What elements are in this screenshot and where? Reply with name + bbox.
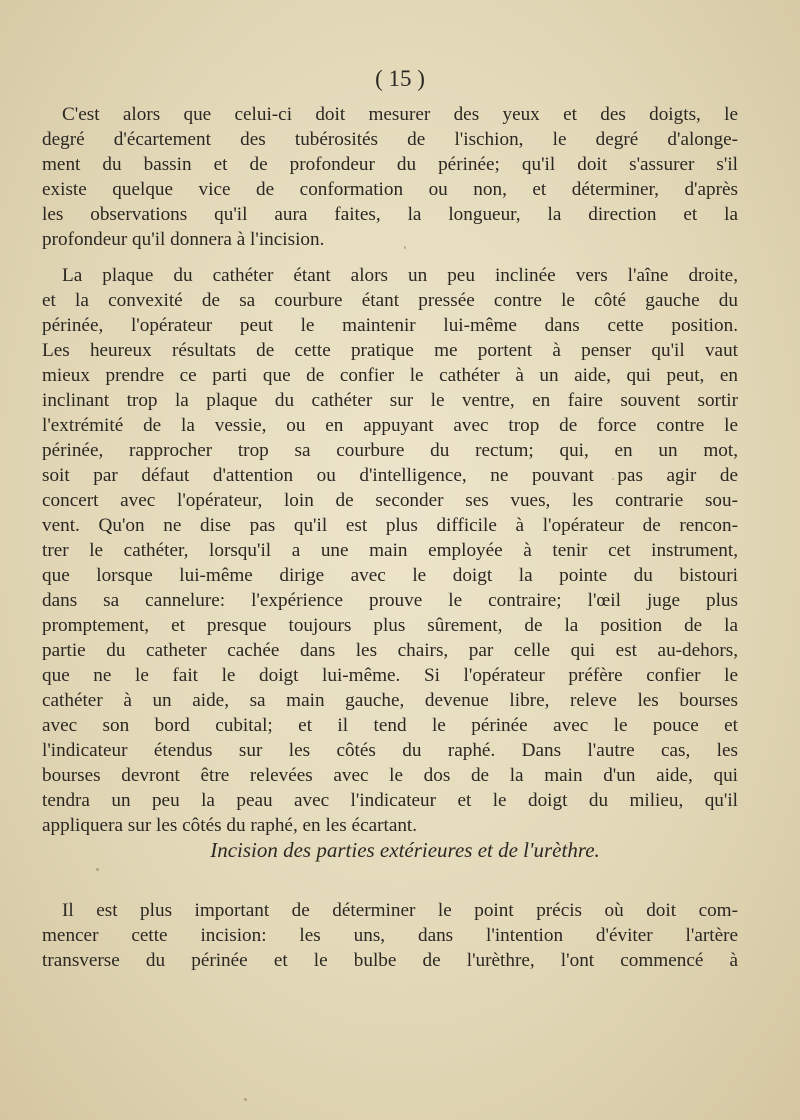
text-line: Il est plus important de déterminer le point précis où doit com-: [62, 900, 738, 921]
text-line: périnée, rapprocher trop sa courbure du rectum; qui, en un mot,: [42, 440, 738, 461]
text-line: degré d'écartement des tubérosités de l'ischion, le degré d'alonge-: [42, 129, 738, 150]
text-line: dans sa cannelure: l'expérience prouve le contraire; l'œil juge plus: [42, 590, 738, 611]
text-line: Les heureux résultats de cette pratique me portent à penser qu'il vaut: [42, 340, 738, 361]
text-line: avec son bord cubital; et il tend le périnée avec le pouce et: [42, 715, 738, 736]
text-line: tendra un peu la peau avec l'indicateur et le doigt du milieu, qu'il: [42, 790, 738, 811]
text-line: trer le cathéter, lorsqu'il a une main employée à tenir cet instrument,: [42, 540, 738, 561]
paper-speck: [404, 246, 406, 249]
text-line: existe quelque vice de conformation ou non, et déterminer, d'après: [42, 179, 738, 200]
section-heading: Incision des parties extérieures et de l'urèthre.: [210, 838, 600, 862]
text-line: concert avec l'opérateur, loin de seconder ses vues, les contrarie sou-: [42, 490, 738, 511]
text-line: l'extrémité de la vessie, ou en appuyant avec trop de force contre le: [42, 415, 738, 436]
text-line: cathéter à un aide, sa main gauche, devenue libre, releve les bourses: [42, 690, 738, 711]
text-line: inclinant trop la plaque du cathéter sur le ventre, en faire souvent sortir: [42, 390, 738, 411]
text-line: vent. Qu'on ne dise pas qu'il est plus difficile à l'opérateur de rencon-: [42, 515, 738, 536]
text-line: que lorsque lui-même dirige avec le doigt la pointe du bistouri: [42, 565, 738, 586]
text-line: l'indicateur étendus sur les côtés du raphé. Dans l'autre cas, les: [42, 740, 738, 761]
text-line: promptement, et presque toujours plus sûrement, de la position de la: [42, 615, 738, 636]
paper-speck: [96, 868, 99, 871]
text-line: La plaque du cathéter étant alors un peu inclinée vers l'aîne droite,: [62, 265, 738, 286]
text-line: profondeur qu'il donnera à l'incision.: [42, 229, 325, 250]
text-line: périnée, l'opérateur peut le maintenir lui-même dans cette position.: [42, 315, 738, 336]
text-line: les observations qu'il aura faites, la longueur, la direction et la: [42, 204, 738, 225]
text-line: bourses devront être relevées avec le dos de la main d'un aide, qui: [42, 765, 738, 786]
text-line: partie du catheter cachée dans les chairs, par celle qui est au-dehors,: [42, 640, 738, 661]
text-line: transverse du périnée et le bulbe de l'urèthre, l'ont commencé à: [42, 950, 738, 971]
text-line: appliquera sur les côtés du raphé, en les écartant.: [42, 815, 418, 836]
text-line: mencer cette incision: les uns, dans l'intention d'éviter l'artère: [42, 925, 738, 946]
text-line: que ne le fait le doigt lui-même. Si l'opérateur préfère confier le: [42, 665, 738, 686]
text-line: soit par défaut d'attention ou d'intelligence, ne pouvant pas agir de: [42, 465, 738, 486]
text-line: ment du bassin et de profondeur du périnée; qu'il doit s'assurer s'il: [42, 154, 738, 175]
text-line: C'est alors que celui-ci doit mesurer des yeux et des doigts, le: [62, 104, 738, 125]
paper-speck: [244, 1098, 247, 1101]
page-number: ( 15 ): [375, 66, 425, 91]
text-line: et la convexité de sa courbure étant pressée contre le côté gauche du: [42, 290, 738, 311]
paper-speck: [612, 478, 614, 480]
text-line: mieux prendre ce parti que de confier le cathéter à un aide, qui peut, en: [42, 365, 738, 386]
